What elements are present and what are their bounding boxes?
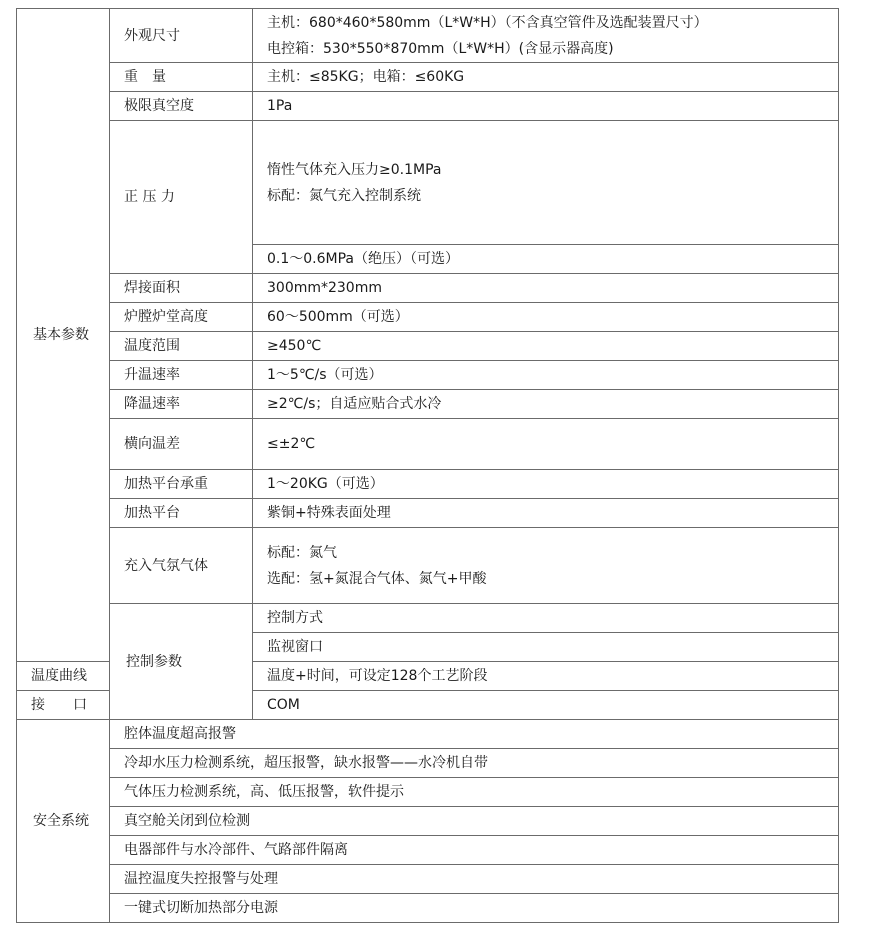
table-row <box>17 419 839 470</box>
table-row <box>17 499 839 528</box>
table-row <box>17 92 839 121</box>
row-label-curve: 温度曲线 <box>17 662 110 691</box>
row-label-heat-rate: 升温速率 <box>110 361 253 390</box>
table-row <box>17 807 839 836</box>
spec-table <box>16 8 839 923</box>
pressure-line-inert: 惰性气体充入压力≥0.1MPa <box>267 161 442 178</box>
safety-item: 温控温度失控报警与处理 <box>110 865 839 894</box>
row-label-size: 外观尺寸 <box>110 9 253 63</box>
row-value-pressure <box>253 121 839 245</box>
safety-item: 冷却水压力检测系统，超压报警，缺水报警——水冷机自带 <box>110 749 839 778</box>
safety-item: 气体压力检测系统，高、低压报警，软件提示 <box>110 778 839 807</box>
table-row <box>17 749 839 778</box>
row-label-cool-rate: 降温速率 <box>110 390 253 419</box>
row-value-weld-area: 300mm*230mm <box>253 274 839 303</box>
row-label-port: 接 口 <box>17 691 110 720</box>
row-label-gas: 充入气氛气体 <box>110 528 253 604</box>
row-label-control-mode: 控制方式 <box>253 604 839 633</box>
table-row <box>17 390 839 419</box>
safety-item: 一键式切断加热部分电源 <box>110 894 839 923</box>
row-value-platform: 紫铜+特殊表面处理 <box>253 499 839 528</box>
section-safety: 安全系统 <box>17 720 110 923</box>
safety-item: 真空舱关闭到位检测 <box>110 807 839 836</box>
row-value-lateral-temp: ≤±2℃ <box>253 419 839 470</box>
table-row <box>17 894 839 923</box>
table-row <box>17 528 839 604</box>
row-value-weight: 主机：≤85KG；电箱：≤60KG <box>253 63 839 92</box>
table-row <box>17 778 839 807</box>
table-row <box>17 836 839 865</box>
row-label-window: 监视窗口 <box>253 633 839 662</box>
row-label-weight: 重 量 <box>110 63 253 92</box>
table-row <box>17 63 839 92</box>
table-row <box>17 720 839 749</box>
row-value-cool-rate: ≥2℃/s；自适应贴合式水冷 <box>253 390 839 419</box>
table-row <box>17 9 839 63</box>
safety-item: 电器部件与水冷部件、气路部件隔离 <box>110 836 839 865</box>
safety-item: 腔体温度超高报警 <box>110 720 839 749</box>
row-label-platform-load: 加热平台承重 <box>110 470 253 499</box>
row-value-size <box>253 9 839 63</box>
row-label-vacuum: 极限真空度 <box>110 92 253 121</box>
row-value-curve: 温度+时间，可设定128个工艺阶段 <box>253 662 839 691</box>
row-value-chamber-height: 60～500mm（可选） <box>253 303 839 332</box>
table-row <box>17 361 839 390</box>
table-row <box>17 332 839 361</box>
row-value-heat-rate: 1～5℃/s（可选） <box>253 361 839 390</box>
size-line-cabinet: 电控箱：530*550*870mm（L*W*H）(含显示器高度) <box>267 40 614 57</box>
table-row <box>17 470 839 499</box>
row-value-vacuum: 1Pa <box>253 92 839 121</box>
row-label-lateral-temp: 横向温差 <box>110 419 253 470</box>
row-value-port: COM <box>253 691 839 720</box>
section-control: 控制参数 <box>110 604 253 720</box>
row-value-pressure-range: 0.1～0.6MPa（绝压）（可选） <box>253 245 839 274</box>
row-label-chamber-height: 炉膛炉堂高度 <box>110 303 253 332</box>
table-row <box>17 274 839 303</box>
section-basic: 基本参数 <box>17 9 110 662</box>
table-row <box>17 865 839 894</box>
row-value-gas <box>253 528 839 604</box>
table-row <box>17 303 839 332</box>
row-label-pressure: 正 压 力 <box>110 121 253 274</box>
gas-line-standard: 标配：氮气 <box>267 544 337 561</box>
row-value-platform-load: 1～20KG（可选） <box>253 470 839 499</box>
row-label-temp-range: 温度范围 <box>110 332 253 361</box>
table-row <box>17 121 839 245</box>
pressure-line-standard: 标配：氮气充入控制系统 <box>267 187 421 204</box>
row-label-platform: 加热平台 <box>110 499 253 528</box>
gas-line-optional: 选配：氢+氮混合气体、氮气+甲酸 <box>267 570 487 587</box>
table-row <box>17 604 839 633</box>
row-value-temp-range: ≥450℃ <box>253 332 839 361</box>
row-label-weld-area: 焊接面积 <box>110 274 253 303</box>
size-line-main: 主机：680*460*580mm（L*W*H）（不含真空管件及选配装置尺寸） <box>267 14 708 31</box>
